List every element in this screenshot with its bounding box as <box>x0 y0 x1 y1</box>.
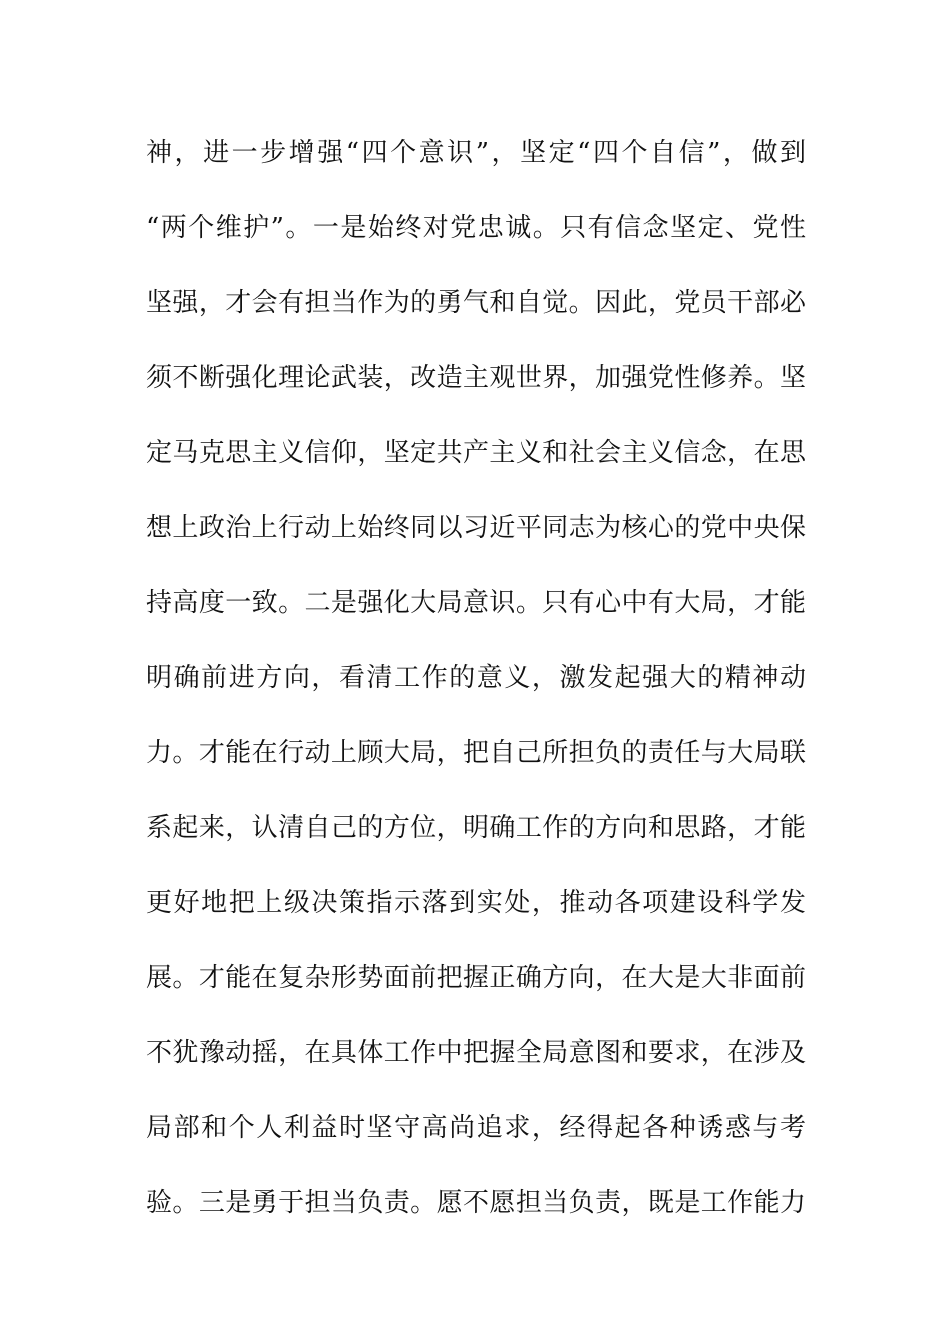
text-line: 坚强，才会有担当作为的勇气和自觉。因此，党员干部必 <box>146 288 806 318</box>
text-line: 不犹豫动摇，在具体工作中把握全局意图和要求，在涉及 <box>146 1038 806 1068</box>
text-line: 力。才能在行动上顾大局，把自己所担负的责任与大局联 <box>146 738 806 768</box>
text-line: 明确前进方向，看清工作的意义，激发起强大的精神动 <box>146 663 806 693</box>
body-text <box>146 130 806 1255</box>
text-line: 神，进一步增强“四个意识”，坚定“四个自信”，做到 <box>146 138 806 168</box>
text-line: 定马克思主义信仰，坚定共产主义和社会主义信念，在思 <box>146 438 806 468</box>
text-line: 局部和个人利益时坚守高尚追求，经得起各种诱惑与考 <box>146 1113 806 1143</box>
text-line: 更好地把上级决策指示落到实处，推动各项建设科学发 <box>146 888 806 918</box>
text-line: 验。三是勇于担当负责。愿不愿担当负责，既是工作能力 <box>146 1188 806 1218</box>
text-line: 系起来，认清自己的方位，明确工作的方向和思路，才能 <box>146 813 806 843</box>
text-line: 须不断强化理论武装，改造主观世界，加强党性修养。坚 <box>146 363 806 393</box>
text-line: “两个维护”。一是始终对党忠诚。只有信念坚定、党性 <box>146 213 806 243</box>
text-line: 想上政治上行动上始终同以习近平同志为核心的党中央保 <box>146 513 806 543</box>
text-line: 持高度一致。二是强化大局意识。只有心中有大局，才能 <box>146 588 806 618</box>
text-line: 展。才能在复杂形势面前把握正确方向，在大是大非面前 <box>146 963 806 993</box>
